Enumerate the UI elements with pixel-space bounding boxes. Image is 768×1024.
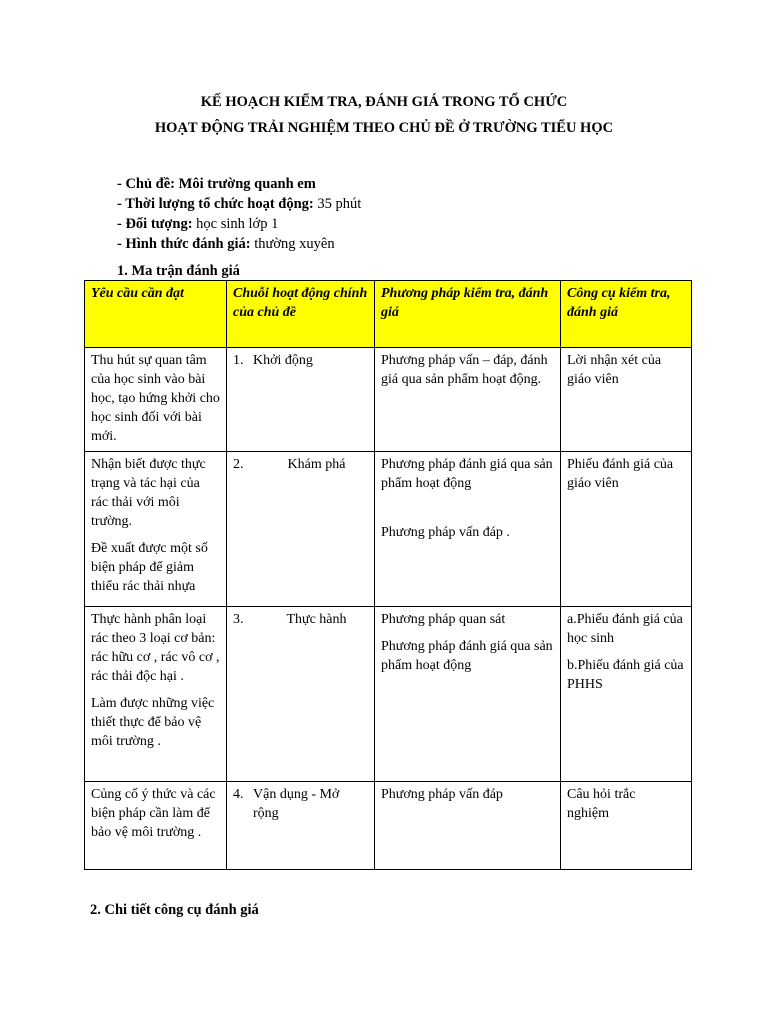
cell-activity: 4. Vận dụng - Mở rộng	[227, 782, 375, 870]
assessment-matrix-table	[84, 280, 692, 870]
table-header-row	[85, 281, 692, 348]
info-form: - Hình thức đánh giá: thường xuyên	[117, 236, 335, 252]
table-row	[85, 452, 692, 607]
header-requirement: Yêu cầu cần đạt	[85, 281, 227, 348]
cell-method: Phương pháp vấn đáp	[375, 782, 561, 870]
header-tool: Công cụ kiểm tra, đánh giá	[561, 281, 692, 348]
cell-requirement: Thu hút sự quan tâm của học sinh vào bài học, tạo hứng khởi cho học sinh đối với bài mới.	[85, 348, 227, 452]
section-heading-tools: 2. Chi tiết công cụ đánh giá	[90, 902, 259, 918]
cell-method: Phương pháp đánh giá qua sản phẩm hoạt động Phương pháp vấn đáp .	[375, 452, 561, 607]
info-topic: - Chủ đề: Môi trường quanh em	[117, 176, 316, 192]
info-block	[117, 174, 361, 254]
cell-tool: a.Phiếu đánh giá của học sinh b.Phiếu đánh giá của PHHS	[561, 607, 692, 782]
cell-activity: 1. Khởi động	[227, 348, 375, 452]
header-method: Phương pháp kiểm tra, đánh giá	[375, 281, 561, 348]
cell-method: Phương pháp quan sát Phương pháp đánh giá qua sản phẩm hoạt động	[375, 607, 561, 782]
cell-activity: 2. Khám phá	[227, 452, 375, 607]
info-duration: - Thời lượng tổ chức hoạt động: 35 phút	[117, 196, 362, 212]
cell-activity: 3. Thực hành	[227, 607, 375, 782]
cell-requirement: Củng cố ý thức và các biện pháp cần làm để bảo vệ môi trường .	[85, 782, 227, 870]
cell-requirement: Thực hành phân loại rác theo 3 loại cơ bản: rác hữu cơ , rác vô cơ , rác thải độc hại . Làm được những việc thiết thực để bảo vệ môi trường .	[85, 607, 227, 782]
info-audience: - Đối tượng: học sinh lớp 1	[117, 216, 279, 232]
table-row	[85, 348, 692, 452]
section-heading-matrix: 1. Ma trận đánh giá	[117, 263, 240, 279]
table-row	[85, 782, 692, 870]
cell-method: Phương pháp vấn – đáp, đánh giá qua sản phẩm hoạt động.	[375, 348, 561, 452]
header-activity: Chuỗi hoạt động chính của chủ đề	[227, 281, 375, 348]
document-title-line2: HOẠT ĐỘNG TRẢI NGHIỆM THEO CHỦ ĐỀ Ở TRƯỜNG TIỂU HỌC	[154, 120, 614, 136]
cell-tool: Phiếu đánh giá của giáo viên	[561, 452, 692, 607]
cell-requirement: Nhận biết được thực trạng và tác hại của rác thải với môi trường. Đề xuất được một số biện pháp để giảm thiểu rác thải nhựa	[85, 452, 227, 607]
table-row	[85, 607, 692, 782]
cell-tool: Lời nhận xét của giáo viên	[561, 348, 692, 452]
cell-tool: Câu hỏi trắc nghiệm	[561, 782, 692, 870]
document-title-line1: KẾ HOẠCH KIỂM TRA, ĐÁNH GIÁ TRONG TỔ CHỨC	[200, 94, 568, 110]
